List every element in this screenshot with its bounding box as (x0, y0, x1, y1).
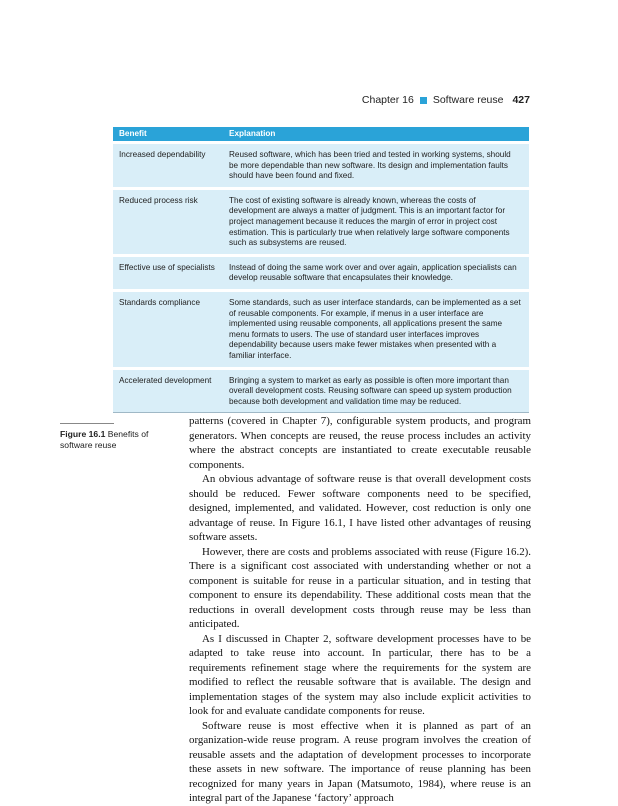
benefit-cell: Reduced process risk (119, 195, 198, 205)
explanation-cell: Bringing a system to market as early as possible is often more important than overall development costs. Reusing software can speed up system production because both development and validation time may be reduced. (229, 375, 512, 406)
table-row (113, 187, 529, 254)
paragraph: An obvious advantage of software reuse is that overall development costs should be reduced. Fewer software components need to be specified, designed, implemented, and validated. However, cost reduction is only one advantage of reuse. In Figure 16.1, I have listed other advantages of reusing software assets. (189, 473, 531, 543)
explanation-cell: Instead of doing the same work over and over again, application specialists can develop reusable software that encapsulates their knowledge. (229, 262, 517, 283)
running-header (362, 94, 530, 106)
page-number: 427 (512, 94, 530, 106)
benefit-cell: Accelerated development (119, 375, 212, 385)
benefit-cell: Increased dependability (119, 150, 206, 159)
paragraph: patterns (covered in Chapter 7), configurable system products, and program generators. When concepts are reused, the reuse process includes an activity where the abstract concepts are instantiated to create executable reusable components. (189, 415, 531, 471)
explanation-cell: Some standards, such as user interface standards, can be implemented as a set of reusable components. For example, if menus in a user interface are implemented using reusable components, all applications present the same menu formats to users. The use of standard user interfaces improves dependability because users make fewer mistakes when presented with a familiar interface. (229, 297, 521, 360)
table-row (113, 367, 529, 413)
paragraph: However, there are costs and problems associated with reuse (Figure 16.2). There is a significant cost associated with understanding whether or not a component is suitable for reuse in a particular situation, and in testing that component to ensure its dependability. These additional costs mean that the reductions in overall development costs through reuse may be less than anticipated. (189, 545, 531, 630)
column-header-explanation: Explanation (229, 128, 276, 138)
figure-caption-text: Benefits of software reuse (60, 429, 149, 450)
body-text (189, 414, 531, 806)
caption-rule (60, 423, 114, 424)
paragraph: As I discussed in Chapter 2, software development processes have to be adapted to take reuse into account. In particular, there has to be a requirements refinement stage where the requirements for the system are modified to reflect the reusable software that is available. The design and implementation stages of the system may also include explicit activities to look for and evaluate candidate components for reuse. (189, 632, 531, 717)
table-row (113, 289, 529, 367)
benefits-table (113, 127, 529, 413)
explanation-cell: Reused software, which has been tried and tested in working systems, should be more dependable than new software. Its design and implementation faults should have been found and fixed. (229, 150, 511, 181)
table-header (113, 127, 529, 141)
paragraph: Software reuse is most effective when it is planned as part of an organization-wide reuse program. A reuse program involves the creation of reusable assets and the adaptation of development processes to incorporate these assets in new software. The importance of reuse planning has been recognized for many years in Japan (Matsumoto, 1984), where reuse is an integral part of the Japanese ‘factory’ approach (189, 719, 531, 804)
benefit-cell: Effective use of specialists (119, 262, 215, 272)
explanation-cell: The cost of existing software is already known, whereas the costs of development are always a matter of judgment. This is an important factor for project management because it reduces the margin of error in project cost estimation. This is particularly true when relatively large software components such as subsystems are reused. (229, 195, 510, 248)
table-row (113, 254, 529, 289)
section-title: Software reuse (432, 94, 504, 106)
figure-caption (60, 423, 180, 451)
separator-square-icon (420, 97, 427, 104)
table-row (113, 141, 529, 187)
figure-label: Figure 16.1 (60, 429, 106, 439)
benefit-cell: Standards compliance (119, 297, 201, 307)
column-header-benefit: Benefit (119, 128, 147, 138)
chapter-label: Chapter 16 (361, 94, 414, 106)
